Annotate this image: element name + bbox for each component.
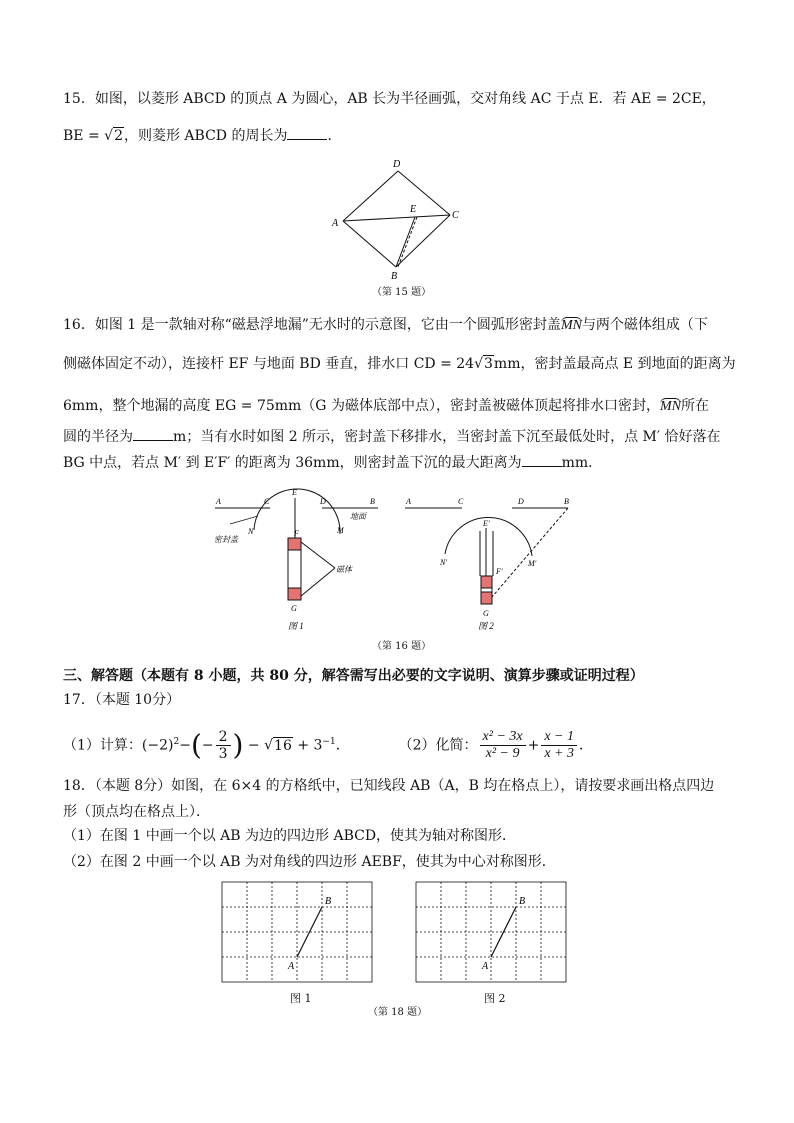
section3-title: 三、解答题（本题有 8 小题，共 80 分，解答需写出必要的文字说明、演算步骤或证明过程） xyxy=(63,668,644,684)
q15-line2: BE = √2，则菱形 ABCD 的周长为 ． xyxy=(63,125,341,146)
q18-f1-label-a: A xyxy=(288,961,295,972)
q17-part1-tail-exp: −1 xyxy=(322,737,336,747)
q17-header: 17．（本题 10分） xyxy=(63,692,181,708)
q16-f2-n: N′ xyxy=(440,558,448,567)
q15-line2-pre: BE = xyxy=(63,128,105,144)
q15-sqrt: 2 xyxy=(114,128,123,144)
q16-arc-mn: MN xyxy=(560,318,582,333)
q17-part1-sqrt: 16 xyxy=(274,737,292,754)
q18-fig2-caption: 图 2 xyxy=(484,992,506,1005)
q16-line2-post: mm，密封盖最高点 E 到地面的距离为 xyxy=(493,356,736,372)
q16-line3-post: 所在 xyxy=(680,398,709,414)
q16-f1-ground: 地面 xyxy=(350,512,366,521)
q18-grid-1 xyxy=(218,878,378,990)
q16-line5-post: mm． xyxy=(561,455,603,471)
q16-line4 xyxy=(63,426,721,447)
q16-f1-magnet: 磁体 xyxy=(336,565,352,574)
q16-f2-c: C xyxy=(458,497,464,506)
q16-line3 xyxy=(63,396,709,417)
q17-part2-label: （2）化简： xyxy=(398,737,478,754)
q16-sqrt: 3 xyxy=(484,356,493,372)
q16-line4-pre: 圆的半径为 xyxy=(63,429,133,445)
q16-line5 xyxy=(63,452,602,473)
q16-f1-cover: 密封盖 xyxy=(214,535,238,544)
q16-answer-blank-1[interactable] xyxy=(133,426,173,441)
q16-f2-f: F′ xyxy=(496,567,503,576)
q17-part2-f1-den: x² − 9 xyxy=(485,746,520,762)
q16-f2-g: G xyxy=(483,609,489,618)
q16-f1-b: B xyxy=(370,497,375,506)
q15-line2-post: ，则菱形 ABCD 的周长为 xyxy=(123,128,288,144)
q16-f1-n: N xyxy=(248,527,254,536)
q17-part2-frac1 xyxy=(480,729,526,762)
q16-line2: 侧磁体固定不动），连接杆 EF 与地面 BD 垂直，排水口 CD = 24√3mm，密封盖最高点 E 到地面的距离为 xyxy=(63,356,736,372)
q16-caption: （第 16 题） xyxy=(372,641,432,652)
q18-line4: （2）在图 2 中画一个以 AB 为对角线的四边形 AEBF，使其为中心对称图形． xyxy=(63,854,556,870)
q16-line3-pre: 6mm，整个地漏的高度 EG = 75mm（G 为磁体底部中点），密封盖被磁体顶起将排水口密封， xyxy=(63,398,660,414)
q16-arc-mn-2: MN xyxy=(659,399,681,414)
q18-f1-label-b: B xyxy=(325,896,332,907)
q17-part1-minus: − xyxy=(179,737,191,754)
q15-label-d: D xyxy=(393,159,401,170)
q17-part1-frac xyxy=(216,729,231,762)
q15-line2-end: ． xyxy=(327,128,342,144)
q17-part1-tail: + 3 xyxy=(297,737,323,754)
q15-label-b: B xyxy=(391,271,398,282)
q16-f1-g: G xyxy=(291,604,297,613)
q15-caption: （第 15 题） xyxy=(372,287,432,298)
q16-f1-f: F xyxy=(294,529,299,538)
q16-line1-post: 与两个磁体组成（下 xyxy=(581,317,708,333)
q16-line1 xyxy=(63,315,708,336)
q15-label-c: C xyxy=(452,210,459,221)
q16-line1-pre: 16．如图 1 是一款轴对称“磁悬浮地漏”无水时的示意图，它由一个圆弧形密封盖 xyxy=(63,317,561,333)
q15-figure xyxy=(330,155,470,285)
q17-part2-f1-num: x² − 3x xyxy=(480,729,526,746)
q17-part2-f2-num: x − 1 xyxy=(541,729,577,746)
q17-part1-label: （1）计算： xyxy=(63,737,142,754)
q18-caption: （第 18 题） xyxy=(368,1007,428,1018)
q17-parts: （1）计算：$(-2)^2-(-$ $\frac{2}{3}$ ) − $√16 + 3^{-1}$． （2）化简： $\frac{\text{x² − 3x}}{\text{x² − 9}}$ + $\frac{x - 1}{x + 3}$ ． xyxy=(63,728,594,763)
q17-part2-end: ． xyxy=(579,737,594,754)
q18-f2-label-a: A xyxy=(482,961,489,972)
q18-grid-2 xyxy=(412,878,572,990)
q16-figure-1 xyxy=(210,486,390,636)
q16-f2-b: B xyxy=(564,497,569,506)
q16-line5-pre: BG 中点，若点 M′ 到 E′F′ 的距离为 36mm，则密封盖下沉的最大距离为 xyxy=(63,455,522,471)
q16-f2-e: E′ xyxy=(483,519,490,528)
q18-fig1-caption: 图 1 xyxy=(290,992,312,1005)
q17-part1-end: ． xyxy=(335,737,350,754)
q16-f2-a: A xyxy=(406,497,411,506)
q18-f2-label-b: B xyxy=(519,896,526,907)
q18-line3: （1）在图 1 中画一个以 AB 为边的四边形 ABCD，使其为轴对称图形． xyxy=(63,828,517,844)
q16-f1-d: D xyxy=(320,497,326,506)
q16-f1-a: A xyxy=(216,497,221,506)
q17-part1-frac-den: 3 xyxy=(218,746,228,763)
q18-line1: 18．（本题 8分）如图，在 6×4 的方格纸中，已知线段 AB（A，B 均在格点上），请按要求画出格点四边 xyxy=(63,778,715,794)
q16-f2-caption: 图 2 xyxy=(478,621,494,631)
q16-f1-caption: 图 1 xyxy=(288,621,304,631)
q16-f2-d: D xyxy=(518,497,524,506)
q16-line2-pre: 侧磁体固定不动），连接杆 EF 与地面 BD 垂直，排水口 CD = 24 xyxy=(63,356,475,372)
q17-part2-frac2 xyxy=(541,729,577,762)
q17-part1-frac-num: 2 xyxy=(216,729,231,746)
q17-part2-f2-den: x + 3 xyxy=(544,746,575,762)
q18-line2: 形（顶点均在格点上）． xyxy=(63,804,210,820)
q16-figure-2 xyxy=(400,486,580,636)
q16-answer-blank-2[interactable] xyxy=(522,452,562,467)
q16-f1-e: E xyxy=(292,488,297,497)
q15-line1: 15．如图，以菱形 ABCD 的顶点 A 为圆心，AB 长为半径画弧，交对角线 AC 于点 E．若 AE = 2CE， xyxy=(63,91,716,107)
q15-label-a: A xyxy=(332,218,339,229)
q15-answer-blank[interactable] xyxy=(287,125,327,140)
q17-part1-exp: 2 xyxy=(173,737,180,747)
q15-label-e: E xyxy=(410,204,417,215)
q16-f1-c: C xyxy=(264,497,270,506)
q16-f1-m: M xyxy=(337,526,344,535)
q16-line4-post: m；当有水时如图 2 所示，密封盖下移排水，当密封盖下沉至最低处时，点 M′ 恰好落在 xyxy=(173,429,721,445)
q17-part1-a: (−2) xyxy=(141,737,174,754)
q16-f2-m: M′ xyxy=(528,559,537,568)
